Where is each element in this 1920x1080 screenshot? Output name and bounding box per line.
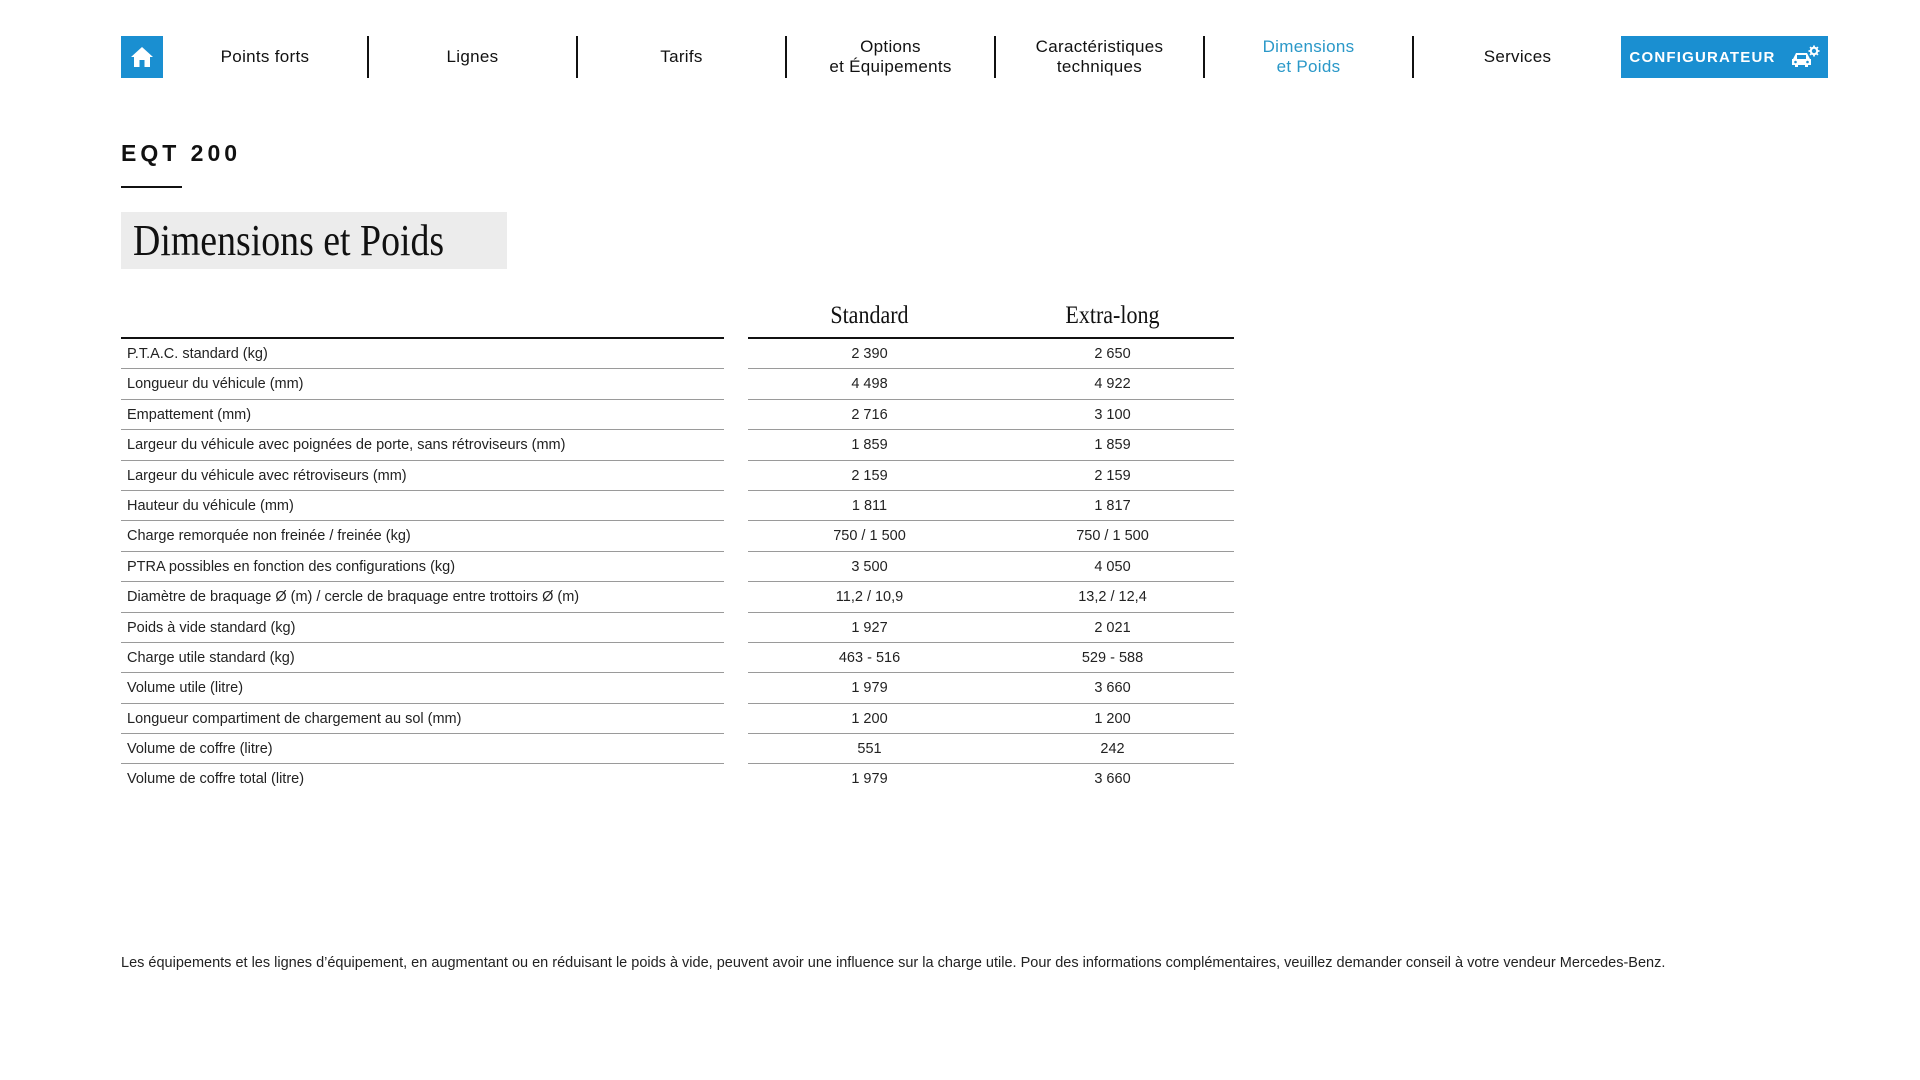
value-standard: 2 716 bbox=[851, 406, 888, 423]
value-extra-long: 2 021 bbox=[1094, 619, 1131, 636]
configurator-button[interactable] bbox=[1621, 36, 1828, 78]
nav-item-dimensions[interactable] bbox=[1205, 36, 1412, 78]
value-extra-long: 4 922 bbox=[1094, 376, 1131, 393]
value-standard: 1 811 bbox=[851, 497, 888, 514]
value-standard: 463 - 516 bbox=[838, 649, 901, 666]
row-label: Largeur du véhicule avec poignées de porte, sans rétroviseurs (mm) bbox=[127, 437, 566, 454]
page-title-text: Dimensions et Poids bbox=[133, 216, 445, 265]
value-standard: 1 979 bbox=[851, 680, 888, 697]
value-extra-long: 2 159 bbox=[1094, 467, 1131, 484]
nav-label: Dimensions bbox=[1262, 37, 1355, 56]
value-extra-long: 3 660 bbox=[1094, 680, 1131, 697]
row-label: Diamètre de braquage Ø (m) / cercle de braquage entre trottoirs Ø (m) bbox=[127, 589, 580, 606]
row-label: Volume de coffre total (litre) bbox=[127, 771, 305, 788]
table-row bbox=[121, 734, 1234, 764]
table-row bbox=[121, 400, 1234, 430]
configurator-label: CONFIGURATEUR bbox=[1629, 48, 1776, 66]
table-row bbox=[121, 521, 1234, 551]
row-label: Charge utile standard (kg) bbox=[127, 649, 295, 666]
value-extra-long: 2 650 bbox=[1094, 346, 1131, 362]
table-row bbox=[121, 764, 1234, 794]
value-extra-long: 1 200 bbox=[1094, 710, 1131, 727]
nav-item-points-forts[interactable] bbox=[163, 36, 367, 78]
nav-label: Lignes bbox=[446, 47, 499, 66]
table-row bbox=[121, 643, 1234, 673]
nav-item-tarifs[interactable] bbox=[578, 36, 785, 78]
nav-label-line2: techniques bbox=[1056, 57, 1143, 76]
row-label: Longueur du véhicule (mm) bbox=[127, 376, 304, 393]
value-extra-long: 3 100 bbox=[1094, 406, 1131, 423]
row-label: P.T.A.C. standard (kg) bbox=[127, 346, 268, 362]
home-icon bbox=[130, 46, 154, 68]
table-row bbox=[121, 613, 1234, 643]
row-label: PTRA possibles en fonction des configurations (kg) bbox=[127, 558, 456, 575]
table-row bbox=[121, 430, 1234, 460]
row-label: Longueur compartiment de chargement au sol (mm) bbox=[127, 710, 462, 727]
nav-label: Points forts bbox=[220, 47, 310, 66]
nav-item-options[interactable] bbox=[787, 36, 994, 78]
nav-label: Options bbox=[860, 37, 921, 56]
page-title bbox=[121, 212, 507, 269]
row-label: Charge remorquée non freinée / freinée (kg) bbox=[127, 528, 411, 545]
value-standard: 1 200 bbox=[851, 710, 888, 727]
value-extra-long: 13,2 / 12,4 bbox=[1078, 589, 1147, 606]
value-standard: 2 159 bbox=[851, 467, 888, 484]
table-row bbox=[121, 582, 1234, 612]
value-extra-long: 242 bbox=[1100, 741, 1125, 758]
table-row bbox=[121, 369, 1234, 399]
dimensions-table bbox=[121, 339, 1234, 795]
value-extra-long: 529 - 588 bbox=[1081, 649, 1144, 666]
value-extra-long: 1 817 bbox=[1094, 497, 1131, 514]
value-standard: 1 927 bbox=[851, 619, 888, 636]
row-label: Hauteur du véhicule (mm) bbox=[127, 497, 294, 514]
nav-label: Caractéristiques bbox=[1035, 37, 1164, 56]
value-standard: 1 859 bbox=[851, 437, 888, 454]
car-settings-icon bbox=[1790, 45, 1820, 69]
nav-label-line2: et Équipements bbox=[829, 57, 952, 76]
value-extra-long: 1 859 bbox=[1094, 437, 1131, 454]
nav-label: Tarifs bbox=[660, 47, 703, 66]
nav-item-services[interactable] bbox=[1414, 36, 1621, 78]
row-label: Largeur du véhicule avec rétroviseurs (mm) bbox=[127, 467, 407, 484]
table-row bbox=[121, 339, 1234, 369]
row-label: Empattement (mm) bbox=[127, 406, 252, 423]
table-row bbox=[121, 552, 1234, 582]
title-divider bbox=[121, 186, 182, 188]
column-header-standard bbox=[748, 302, 991, 330]
value-standard: 750 / 1 500 bbox=[833, 528, 906, 545]
value-standard: 1 979 bbox=[851, 771, 888, 788]
value-standard: 11,2 / 10,9 bbox=[835, 589, 904, 606]
row-label: Poids à vide standard (kg) bbox=[127, 619, 296, 636]
row-label: Volume utile (litre) bbox=[127, 680, 244, 697]
column-header-text: Extra-long bbox=[1065, 302, 1160, 329]
value-standard: 4 498 bbox=[851, 376, 888, 393]
column-header-text: Standard bbox=[830, 302, 909, 329]
table-row bbox=[121, 491, 1234, 521]
nav-item-caracteristiques[interactable] bbox=[996, 36, 1203, 78]
value-extra-long: 3 660 bbox=[1094, 771, 1131, 788]
footnote: Les équipements et les lignes d’équipement, en augmentant ou en réduisant le poids à vide, peuvent avoir une influence sur la charge utile. Pour des informations complémentaires, veuillez demander conseil à votre vendeur Mercedes-Benz. bbox=[121, 955, 1666, 971]
model-name: EQT 200 bbox=[121, 140, 242, 166]
nav-label: Services bbox=[1483, 47, 1552, 66]
top-navigation bbox=[121, 36, 1817, 78]
nav-label-line2: et Poids bbox=[1276, 57, 1341, 76]
table-row bbox=[121, 461, 1234, 491]
table-row bbox=[121, 704, 1234, 734]
value-standard: 551 bbox=[857, 741, 882, 758]
table-row bbox=[121, 673, 1234, 703]
column-header-extra-long bbox=[991, 302, 1234, 330]
value-standard: 3 500 bbox=[851, 558, 888, 575]
value-extra-long: 4 050 bbox=[1094, 558, 1131, 575]
value-standard: 2 390 bbox=[851, 346, 888, 362]
row-label: Volume de coffre (litre) bbox=[127, 741, 273, 758]
home-button[interactable] bbox=[121, 36, 163, 78]
nav-item-lignes[interactable] bbox=[369, 36, 576, 78]
value-extra-long: 750 / 1 500 bbox=[1076, 528, 1149, 545]
nav-items bbox=[163, 36, 1828, 78]
